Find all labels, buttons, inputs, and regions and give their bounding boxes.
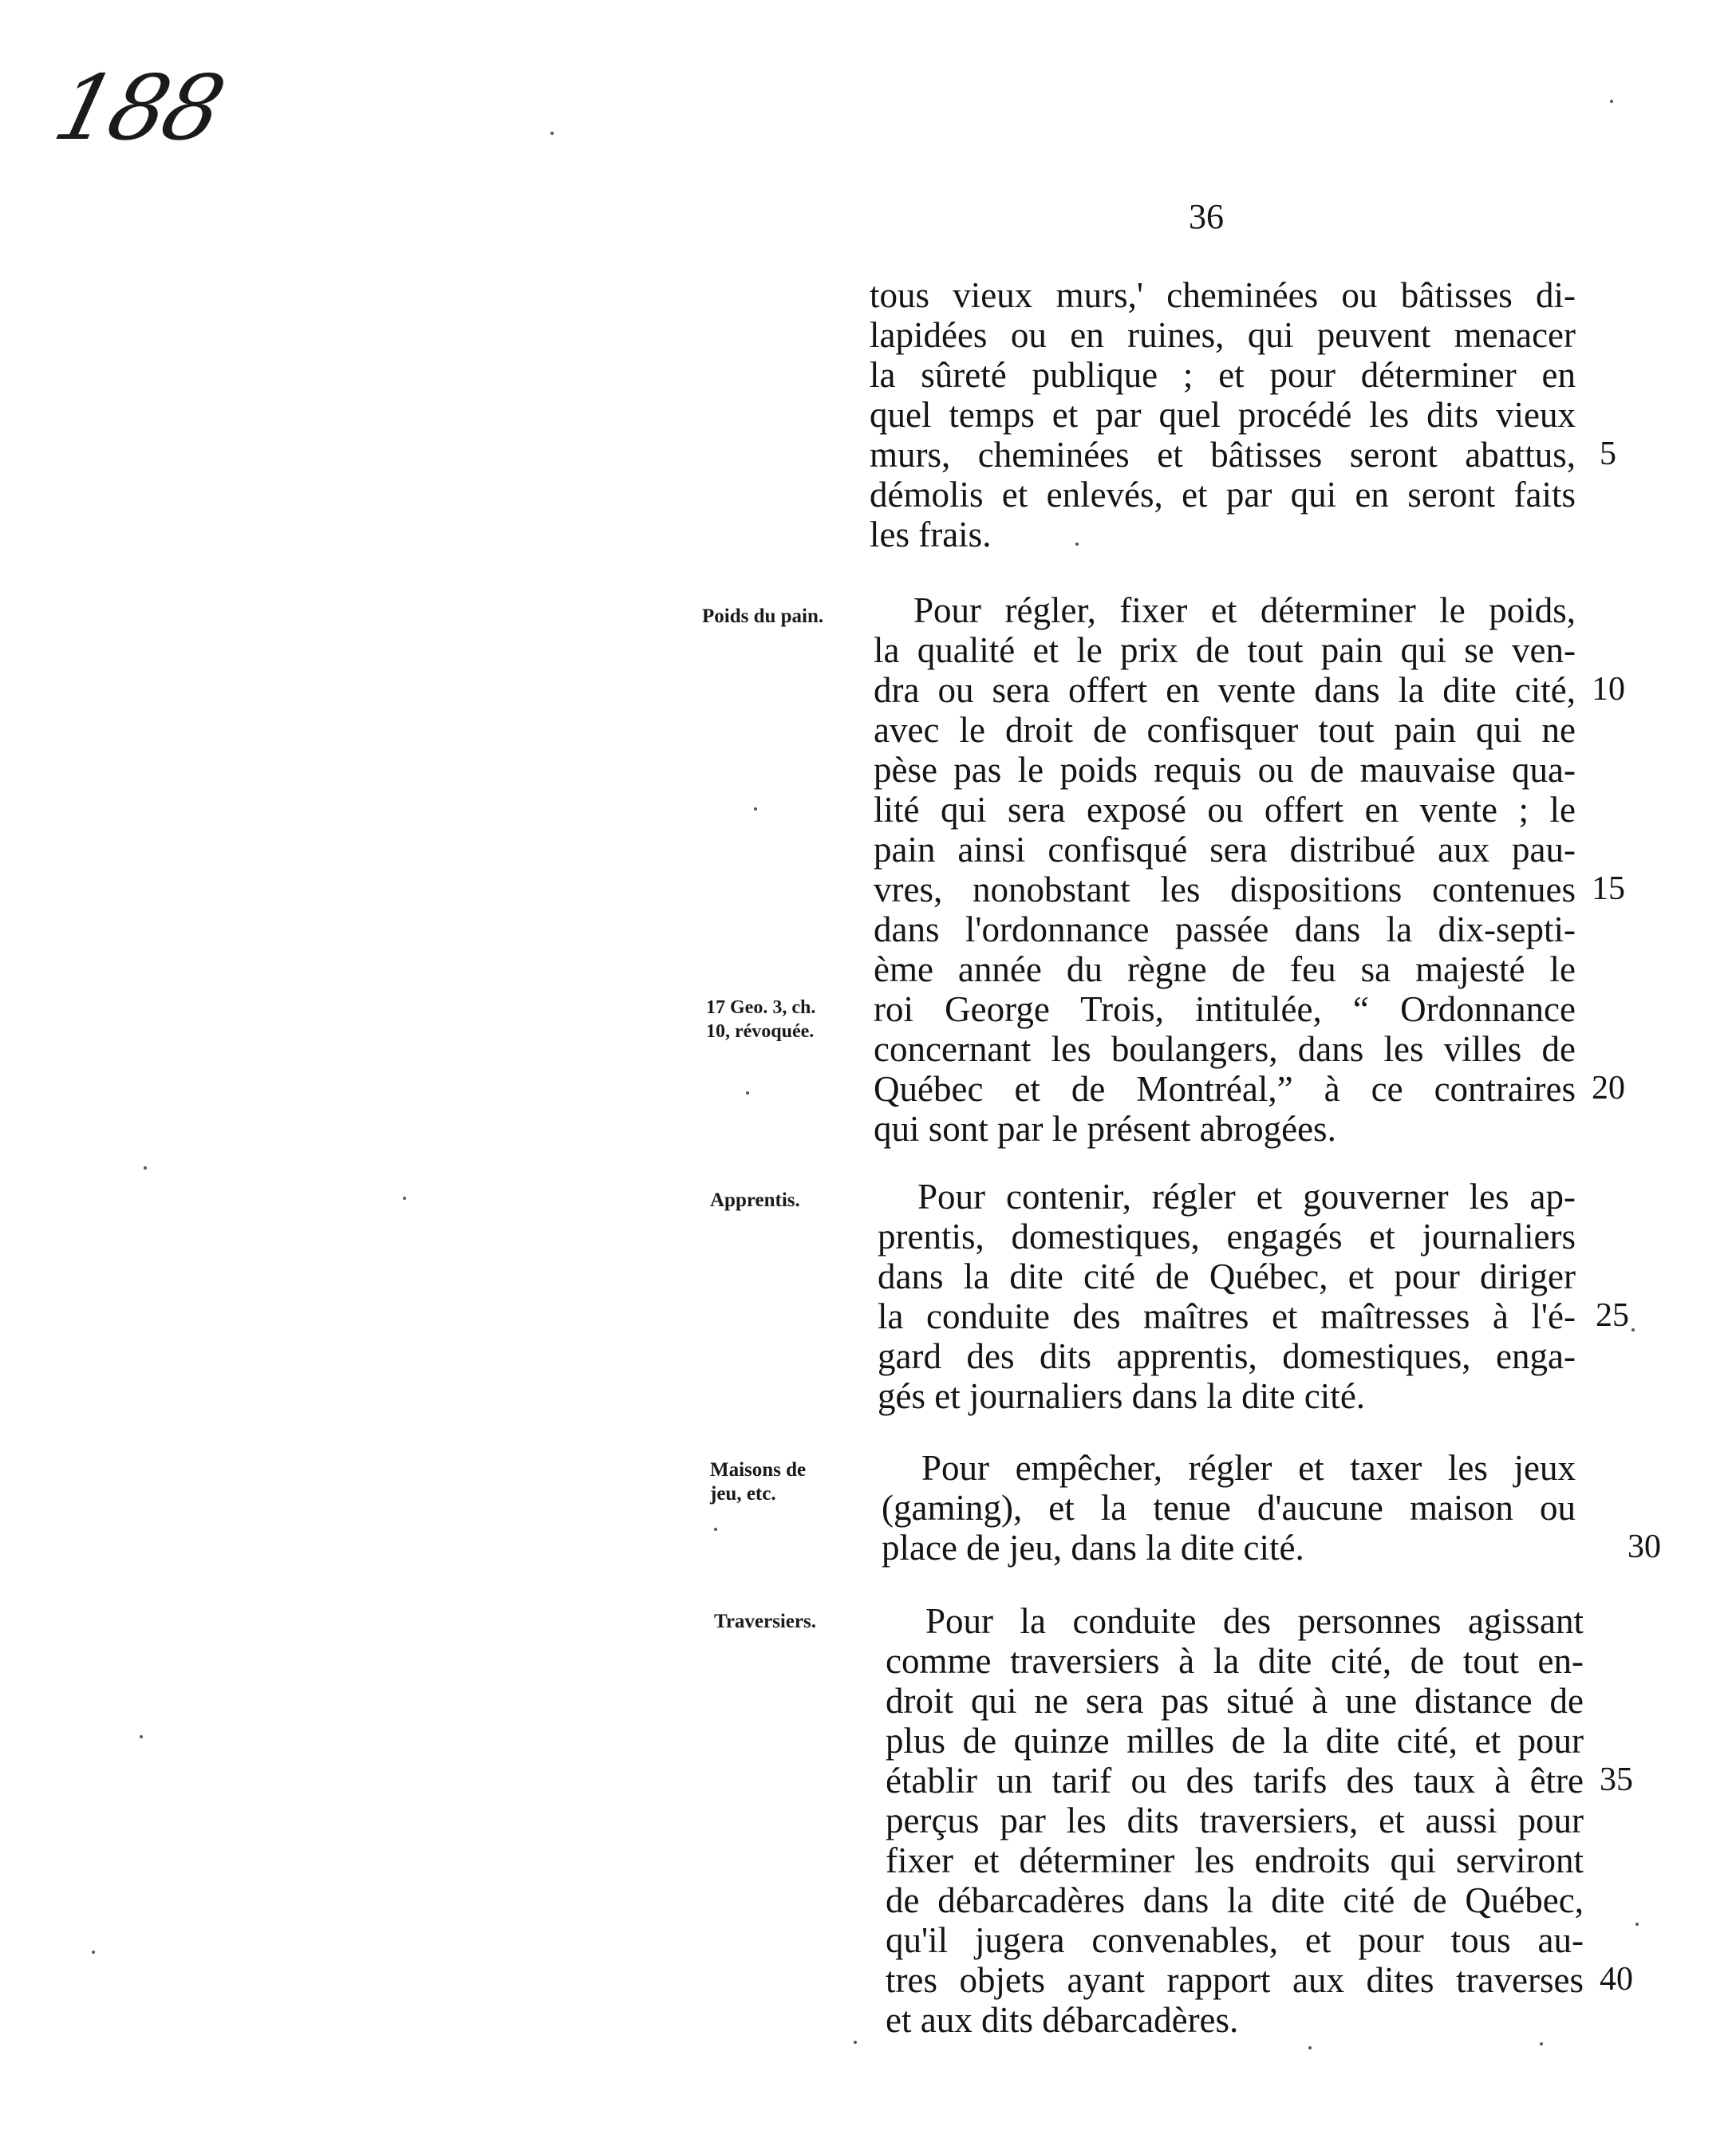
text-line: vres, nonobstant les dispositions contenues [874, 870, 1576, 909]
text-line: place de jeu, dans la dite cité. [882, 1528, 1304, 1568]
text-line: avec le droit de confisquer tout pain qui ne [874, 710, 1576, 750]
text-line: Québec et de Montréal,” à ce contraires [874, 1069, 1576, 1109]
text-line: gard des dits apprentis, domestiques, enga- [878, 1336, 1576, 1376]
text-line: pain ainsi confisqué sera distribué aux pau- [874, 830, 1576, 870]
page-number: 36 [1189, 197, 1224, 236]
text-line: concernant les boulangers, dans les villes de [874, 1029, 1576, 1069]
text-line: et aux dits débarcadères. [886, 2000, 1239, 2040]
text-line: les frais. [870, 515, 992, 554]
line-number: 20 [1592, 1070, 1625, 1107]
text-line: pèse pas le poids requis ou de mauvaise qua- [874, 750, 1576, 790]
text-line: dans l'ordonnance passée dans la dix-septi- [874, 909, 1576, 949]
margin-note-poids-du-pain: Poids du pain. [702, 606, 824, 627]
text-line: ème année du règne de feu sa majesté le [874, 949, 1576, 989]
text-line: dra ou sera offert en vente dans la dite cité, [874, 670, 1576, 710]
speck [1540, 2042, 1543, 2045]
text-line: (gaming), et la tenue d'aucune maison ou [882, 1488, 1576, 1528]
text-line: perçus par les dits traversiers, et aussi pour [886, 1801, 1584, 1840]
line-number: 5 [1600, 436, 1616, 472]
text-line: plus de quinze milles de la dite cité, et pour [886, 1721, 1584, 1761]
text-line: la conduite des maîtres et maîtresses à l'é- [878, 1296, 1576, 1336]
speck [746, 1091, 749, 1095]
text-line: prentis, domestiques, engagés et journaliers [878, 1217, 1576, 1256]
line-number: 35 [1600, 1761, 1633, 1798]
text-line: de débarcadères dans la dite cité de Québec, [886, 1880, 1584, 1920]
speck [854, 2041, 857, 2044]
line-number: 15 [1592, 870, 1625, 907]
line-number: 10 [1592, 671, 1625, 708]
speck [1631, 1328, 1635, 1331]
speck [144, 1166, 147, 1170]
margin-note-apprentis: Apprentis. [710, 1189, 800, 1211]
speck [754, 807, 757, 811]
text-line: établir un tarif ou des tarifs des taux à être [886, 1761, 1584, 1801]
speck [714, 1528, 717, 1531]
speck [1075, 542, 1079, 546]
speck [403, 1197, 406, 1200]
text-line: Pour régler, fixer et déterminer le poids, [913, 590, 1576, 630]
text-line: la qualité et le prix de tout pain qui se ven- [874, 630, 1576, 670]
text-line: tous vieux murs,' cheminées ou bâtisses di- [870, 275, 1576, 315]
margin-note-traversiers: Traversiers. [714, 1611, 816, 1632]
speck [550, 132, 554, 135]
handwritten-folio-number: 188 [44, 57, 231, 160]
text-line: roi George Trois, intitulée, “ Ordonnance [874, 989, 1576, 1029]
text-line: droit qui ne sera pas situé à une distance de [886, 1681, 1584, 1721]
text-line: qui sont par le présent abrogées. [874, 1109, 1336, 1149]
text-line: gés et journaliers dans la dite cité. [878, 1376, 1366, 1416]
text-line: Pour contenir, régler et gouverner les ap- [917, 1177, 1576, 1217]
speck [1610, 100, 1613, 103]
speck [140, 1735, 143, 1738]
line-number: 30 [1628, 1529, 1661, 1565]
text-line: dans la dite cité de Québec, et pour diriger [878, 1256, 1576, 1296]
text-line: comme traversiers à la dite cité, de tout en- [886, 1641, 1584, 1681]
speck [92, 1951, 95, 1954]
text-line: murs, cheminées et bâtisses seront abattus, [870, 435, 1576, 475]
line-number: 25 [1596, 1297, 1629, 1334]
margin-note-statute-reference: 17 Geo. 3, ch. 10, révoquée. [706, 997, 816, 1042]
text-line: qu'il jugera convenables, et pour tous au- [886, 1920, 1584, 1960]
text-line: tres objets ayant rapport aux dites traverses [886, 1960, 1584, 2000]
margin-note-maisons-de-jeu: Maisons de jeu, etc. [710, 1459, 807, 1505]
text-line: la sûreté publique ; et pour déterminer en [870, 355, 1576, 395]
text-line: Pour la conduite des personnes agissant [925, 1601, 1584, 1641]
text-line: lité qui sera exposé ou offert en vente ; le [874, 790, 1576, 830]
text-line: quel temps et par quel procédé les dits vieux [870, 395, 1576, 435]
speck [1635, 1923, 1639, 1926]
text-line: Pour empêcher, régler et taxer les jeux [921, 1448, 1576, 1488]
text-line: lapidées ou en ruines, qui peuvent menacer [870, 315, 1576, 355]
speck [1308, 2046, 1312, 2049]
text-line: démolis et enlevés, et par qui en seront faits [870, 475, 1576, 515]
text-line: fixer et déterminer les endroits qui serviront [886, 1840, 1584, 1880]
line-number: 40 [1600, 1961, 1633, 1998]
